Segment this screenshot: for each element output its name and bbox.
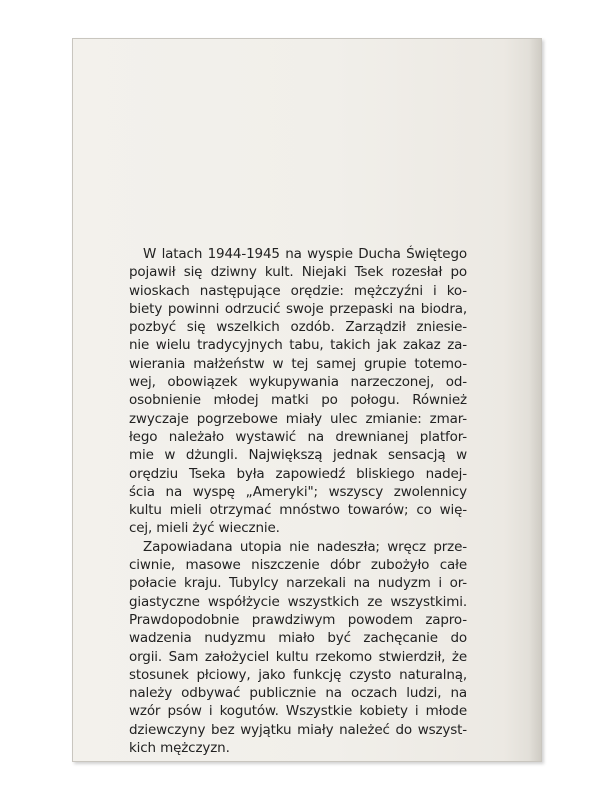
- text-line: nie wielu tradycyjnych tabu, takich jak zakaz za-: [129, 337, 467, 354]
- text-line: ciwnie, masowe niszczenie dóbr zubożyło całe: [129, 557, 467, 574]
- text-line: Prawdopodobnie prawdziwym powodem zapro-: [129, 611, 467, 628]
- text-line: kultu mieli otrzymać mnóstwo towarów; co wię-: [129, 502, 467, 519]
- text-line: orgii. Sam założyciel kultu rzekomo stwierdził, że: [129, 648, 467, 665]
- text-line: Zapowiadana utopia nie nadeszła; wręcz prze-: [143, 538, 467, 555]
- text-line: biety powinni odrzucić swoje przepaski na biodra,: [129, 300, 467, 317]
- text-line: wierania małżeństw w tej samej grupie totemo-: [129, 355, 467, 372]
- text-line: giastyczne współżycie wszystkich ze wszystkimi.: [129, 593, 467, 610]
- text-line: łego należało wystawić na drewnianej platfor-: [129, 428, 467, 445]
- text-line: dziewczyny bez wyjątku miały należeć do wszyst-: [129, 721, 467, 738]
- text-line: wioskach następujące orędzie: mężczyźni i ko-: [129, 282, 467, 299]
- text-line: zwyczaje pogrzebowe miały ulec zmianie: zmar-: [129, 410, 467, 427]
- blurb-paragraph-1: [129, 245, 467, 538]
- text-line: wej, obowiązek wykupywania narzeczonej, od-: [129, 374, 467, 391]
- cover-blurb: [129, 245, 467, 757]
- text-line: pozbyć się wszelkich ozdób. Zarządził zniesie-: [129, 319, 467, 336]
- text-line: należy odbywać publicznie na oczach ludzi, na: [129, 685, 467, 702]
- text-line: ścia na wyspę „Ameryki"; wszyscy zwolennicy: [129, 483, 467, 500]
- text-line: W latach 1944-1945 na wyspie Ducha Świętego: [143, 246, 467, 262]
- text-line: orędziu Tseka była zapowiedź bliskiego nadej-: [129, 465, 467, 482]
- text-line: wadzenia nudyzmu miało być zachęcanie do: [129, 630, 467, 647]
- text-line: połacie kraju. Tubylcy narzekali na nudyzm i or-: [129, 575, 467, 592]
- blurb-paragraph-2: [129, 538, 467, 758]
- book-back-cover: [72, 38, 542, 762]
- text-line: stosunek płciowy, jako funkcję czysto naturalną,: [129, 666, 467, 683]
- text-line: kich mężczyzn.: [129, 740, 230, 757]
- text-line: mie w dżungli. Największą jednak sensacją w: [129, 447, 467, 464]
- text-line: osobnienie młodej matki po połogu. Również: [129, 392, 467, 409]
- text-line: pojawił się dziwny kult. Niejaki Tsek rozesłał po: [129, 264, 467, 281]
- text-line: wzór psów i kogutów. Wszystkie kobiety i młode: [129, 703, 467, 720]
- text-line: cej, mieli żyć wiecznie.: [129, 520, 280, 537]
